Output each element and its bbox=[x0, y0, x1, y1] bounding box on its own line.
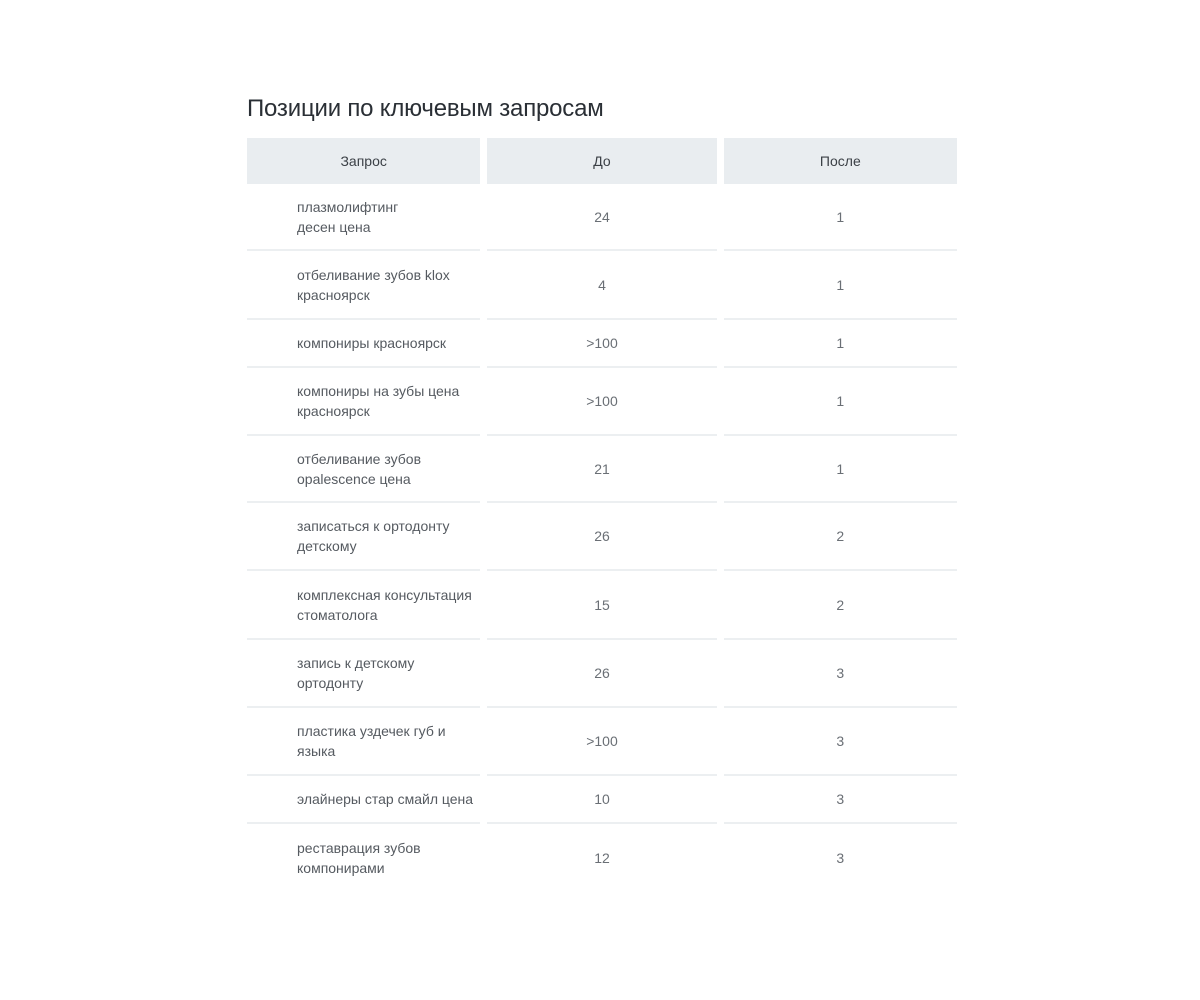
query-cell: отбеливание зубов opalescence цена bbox=[247, 436, 480, 503]
query-cell: плазмолифтинг десен цена bbox=[247, 184, 480, 251]
table-row bbox=[247, 776, 957, 824]
after-cell: 3 bbox=[724, 776, 957, 824]
after-cell: 3 bbox=[724, 640, 957, 708]
table-row bbox=[247, 571, 957, 640]
query-cell: элайнеры стар смайл цена bbox=[247, 776, 480, 824]
after-cell: 2 bbox=[724, 571, 957, 640]
after-cell: 1 bbox=[724, 184, 957, 251]
table-row bbox=[247, 436, 957, 503]
before-cell: 21 bbox=[487, 436, 716, 503]
before-cell: 26 bbox=[487, 503, 716, 571]
after-cell: 2 bbox=[724, 503, 957, 571]
after-cell: 1 bbox=[724, 320, 957, 368]
query-cell: запись к детскому ортодонту bbox=[247, 640, 480, 708]
after-cell: 1 bbox=[724, 368, 957, 436]
after-cell: 1 bbox=[724, 436, 957, 503]
header-before: До bbox=[487, 138, 716, 184]
query-cell: компониры красноярск bbox=[247, 320, 480, 368]
table-row bbox=[247, 708, 957, 776]
query-cell: отбеливание зубов klox красноярск bbox=[247, 251, 480, 320]
query-cell: компониры на зубы цена красноярск bbox=[247, 368, 480, 436]
table-header-row bbox=[247, 138, 957, 184]
query-cell: записаться к ортодонту детскому bbox=[247, 503, 480, 571]
table-row bbox=[247, 184, 957, 251]
table-row bbox=[247, 320, 957, 368]
page-title: Позиции по ключевым запросам bbox=[247, 95, 604, 122]
before-cell: 26 bbox=[487, 640, 716, 708]
table-row bbox=[247, 503, 957, 571]
table-row bbox=[247, 824, 957, 892]
header-after: После bbox=[724, 138, 957, 184]
positions-table bbox=[240, 138, 964, 892]
before-cell: 10 bbox=[487, 776, 716, 824]
before-cell: 15 bbox=[487, 571, 716, 640]
query-cell: пластика уздечек губ и языка bbox=[247, 708, 480, 776]
query-cell: комплексная консультация стоматолога bbox=[247, 571, 480, 640]
before-cell: >100 bbox=[487, 320, 716, 368]
before-cell: 12 bbox=[594, 850, 610, 866]
after-cell: 3 bbox=[724, 708, 957, 776]
before-cell: 24 bbox=[487, 184, 716, 251]
header-query: Запрос bbox=[247, 138, 480, 184]
query-cell: реставрация зубов компонирами bbox=[297, 840, 421, 876]
before-cell: 4 bbox=[487, 251, 716, 320]
before-cell: >100 bbox=[487, 368, 716, 436]
after-cell: 1 bbox=[724, 251, 957, 320]
table-row bbox=[247, 251, 957, 320]
table-row bbox=[247, 640, 957, 708]
positions-section bbox=[247, 92, 957, 892]
after-cell: 3 bbox=[836, 850, 845, 866]
before-cell: >100 bbox=[487, 708, 716, 776]
table-row bbox=[247, 368, 957, 436]
